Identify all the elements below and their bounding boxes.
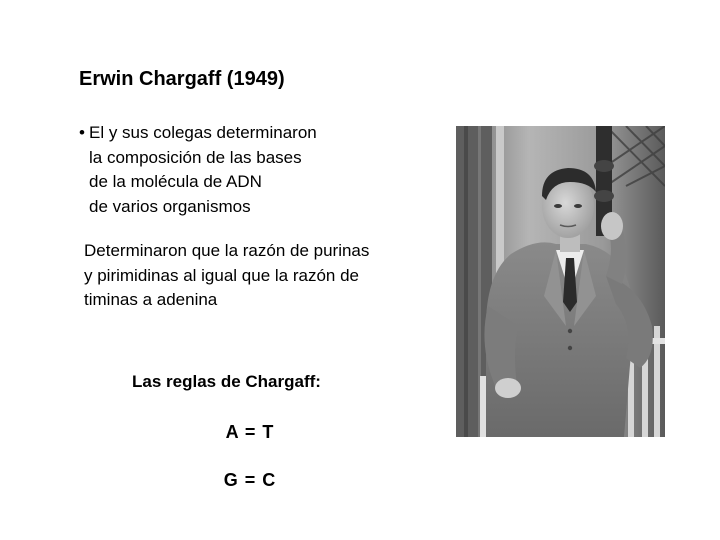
- bullet-line-4: de varios organismos: [89, 196, 251, 216]
- bullet-line-1: [79, 121, 317, 146]
- rules-heading: Las reglas de Chargaff:: [132, 372, 321, 391]
- bullet-marker: •: [79, 123, 85, 142]
- findings-paragraph: [84, 239, 369, 313]
- portrait-photo-icon: [456, 126, 665, 437]
- bullet-point: [79, 121, 317, 219]
- bullet-line-1-text: El y sus colegas determinaron: [89, 123, 317, 142]
- paragraph-line-2: y pirimidinas al igual que la razón de: [84, 265, 359, 285]
- slide-title: Erwin Chargaff (1949): [79, 68, 285, 90]
- portrait-photo: [456, 126, 665, 437]
- bullet-line-2: la composición de las bases: [89, 147, 302, 167]
- paragraph-line-1: Determinaron que la razón de purinas: [84, 241, 370, 260]
- bullet-line-3: de la molécula de ADN: [89, 172, 262, 191]
- paragraph-line-3: timinas a adenina: [84, 290, 218, 309]
- rule-a-equals-t: A = T: [225, 422, 275, 442]
- rule-g-equals-c: G = C: [223, 470, 277, 490]
